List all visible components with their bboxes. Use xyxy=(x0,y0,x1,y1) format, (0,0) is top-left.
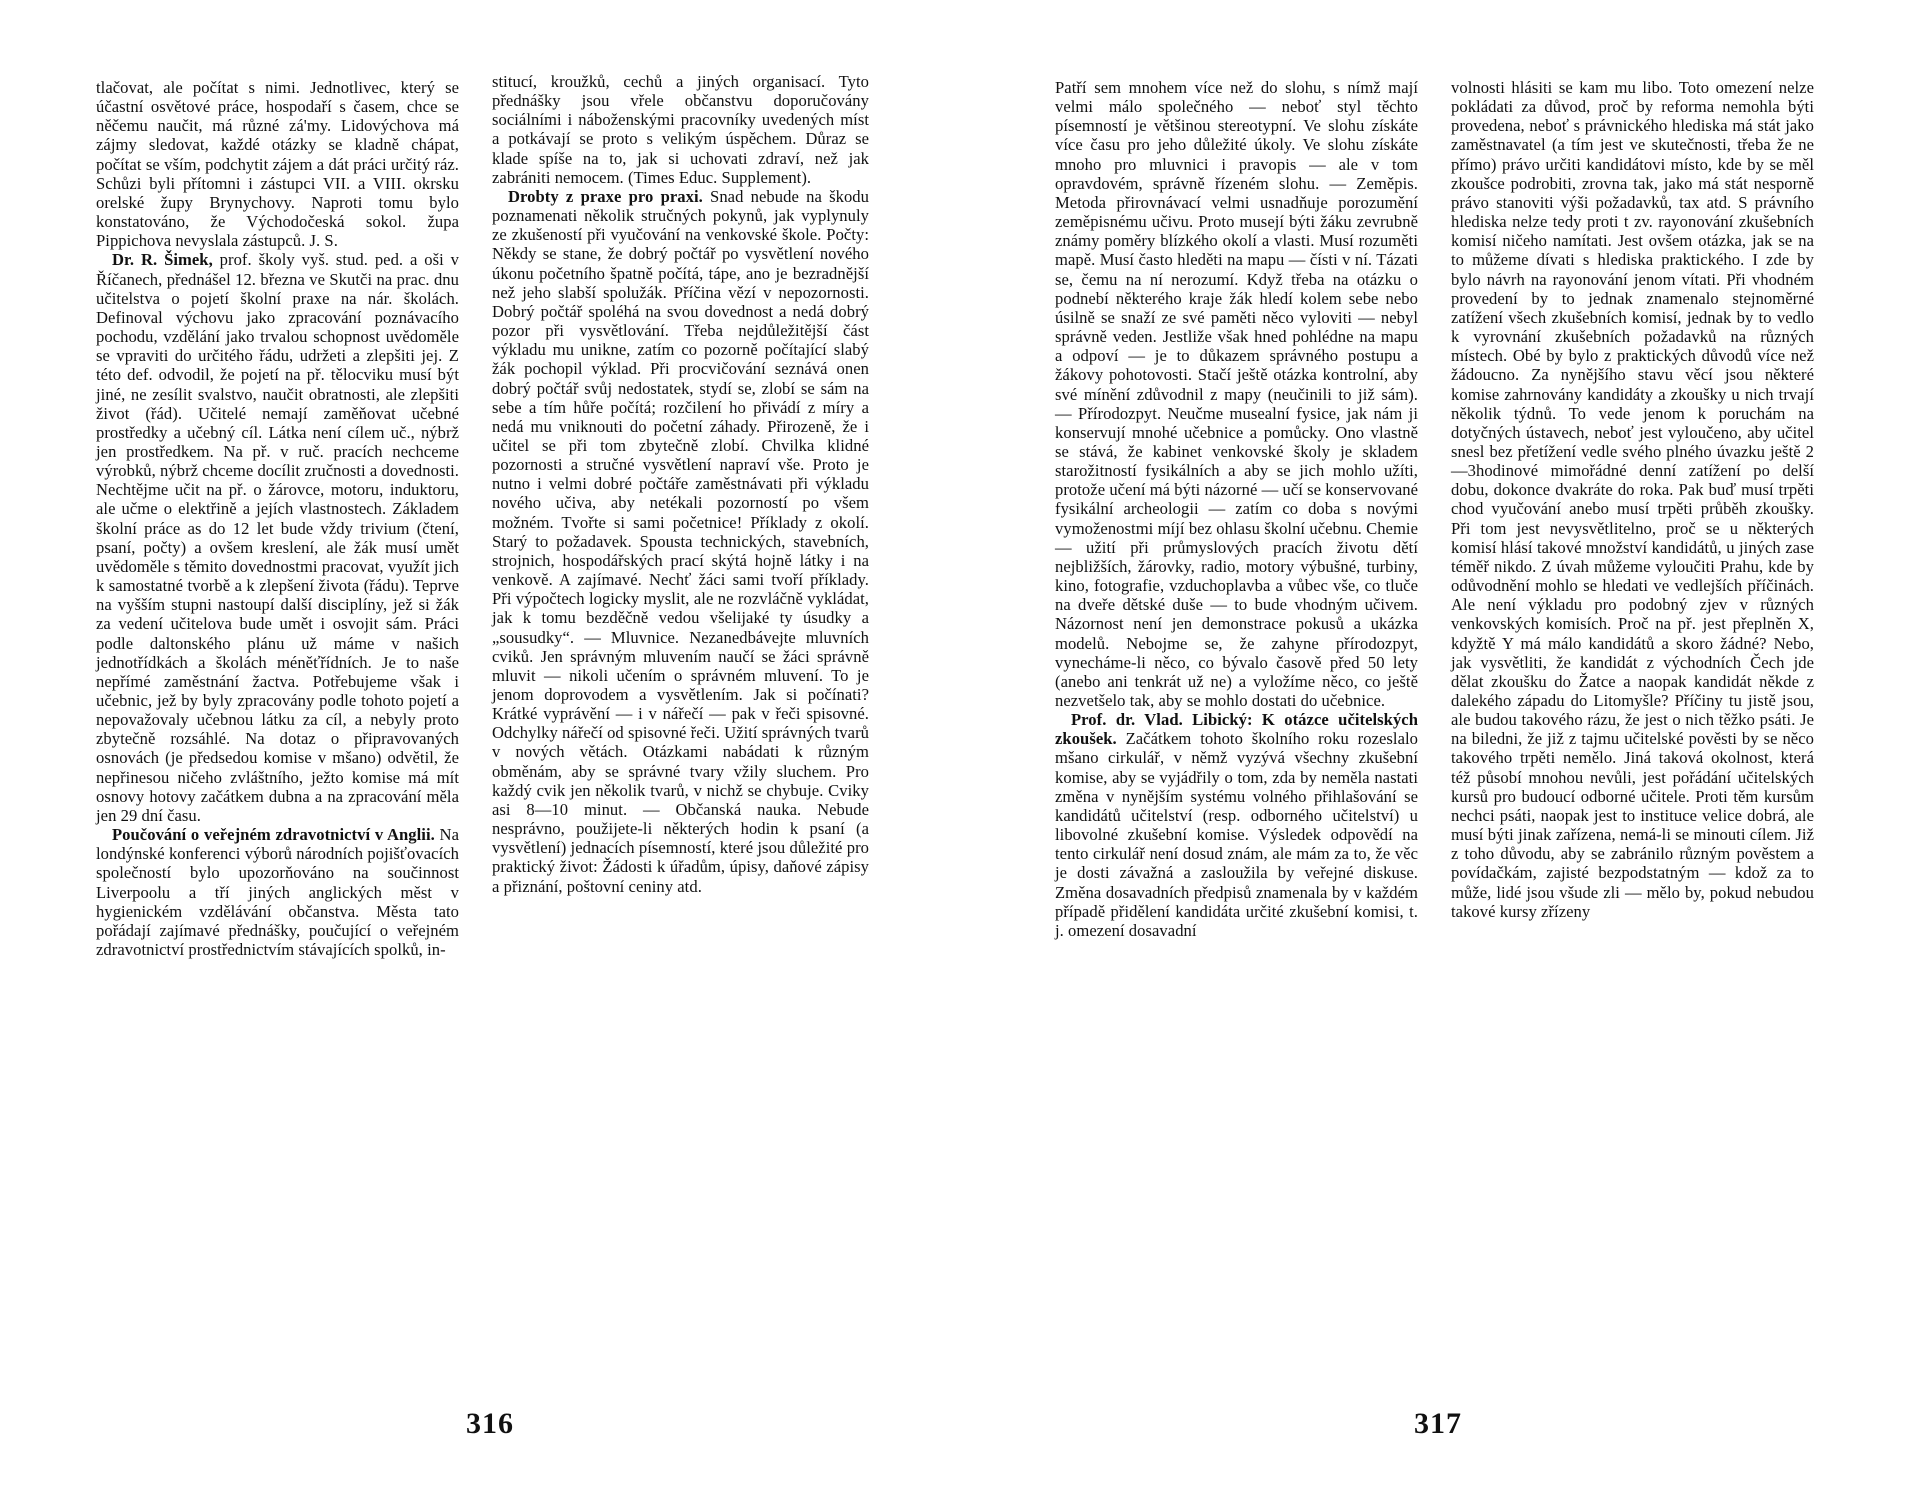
paragraph-text: Snad nebude na škodu poznamenati několik stručných pokynů, jak vyplynuly ze zkušeností při vyučování na venkovské škole. Počty: Někdy se stane, že dobrý počtář po vysvětlení nového úkonu početního špatně počítá, tápe, ano je bezradnější než jeho slabší spolužák. Příčina vězí v nepozornosti. Dobrý počtář spoléhá na svou dovednost a nedá dobrý pozor při vysvětlování. Třeba nejdůležitější část výkladu mu unikne, zatím co pozorně počítající slabý žák pochopil výklad. Při procvičování seznává onen dobrý počtář svůj nedostatek, stydí se, zlobí se sám na sebe a tím hůře počítá; rozčilení ho přivádí z míry a nedá mu vniknouti do početní záhady. Přirozeně, že i učitel se při tom zbytečně zlobí. Chvilka klidné pozornosti a stručné vysvětlení napraví vše. Proto je nutno i velmi dobré počtáře zaměstnávati při výkladu nového učiva, aby netékali pozorností po všem možném. Tvořte si sami početnice! Příklady z okolí. Starý to požadavek. Spousta technických, stavebních, strojnich, hospodářských prací skýtá hojně látky i na venkově. A zajímavé. Nechť žáci sami tvoří příklady. Při výpočtech logicky myslit, ale ne rozvláčně vykládat, jak k tomu bezděčně vedou všelijaké ty úsudky a „sousudky“. — Mluvnice. Nezanedbávejte mluvních cviků. Jen správným mluvením naučí se žáci správně mluvit — nikoli učením o správném mluvení. To je jenom doprovodem a vysvětlením. Jak si počínati? Krátké vyprávění — i v nářečí — pak v řeči spisovné. Odchylky nářečí od spisovné řeči. Užití správných tvarů v nových větách. Otázkami nabádati k různým obměnám, aby se správné tvary vžily sluchem. Pro každý cvik jen několik tvarů, v nichž se chybuje. Cviky asi 8—10 minut. — Občanská nauka. Nebude nesprávno, použijete-li některých hodin k psaní (a vysvětlení) jednacích písemností, které jsou důležité pro praktický život: Žádosti k úřadům, úpisy, daňové zápisy a přiznání, poštovní ceniny atd. xyxy=(492,186,869,896)
paragraph xyxy=(492,187,869,896)
paragraph-text: Na londýnské konferenci výborů národních pojišťovacích společností bylo upozorňováno na součinnost Liverpoolu a tří jiných anglických měst v hygienickém vzdělávání občanstva. Města tato pořádají zajímavé přednášky, poučující o veřejném zdravotnictví prostřednictvím stávajících spolků, in- xyxy=(96,825,459,960)
paragraph-lead: Dr. R. Šimek, xyxy=(112,250,213,270)
paragraph xyxy=(96,78,459,250)
paragraph-text: volnosti hlásiti se kam mu libo. Toto omezení nelze pokládati za důvod, proč by reforma nemohla býti provedena, neboť s právnického hlediska má stát jako zaměstnavatel (a tím jest ve skutečnosti, třeba že ne přímo) právo určiti kandidátovi místo, kde by se měl zkoušce podrobiti, zrovna tak, jako má stát nesporně právo stanoviti výši požadavků, tax atd. S právního hlediska nelze tedy proti t zv. rayonování zkušebních komisí ničeho namítati. Jest ovšem otázka, jak se na to můžeme dívati s hlediska praktického. I zde by bylo návrh na rayonování jenom vítati. Při vhodném provedení by to jednak znamenalo stejnoměrné zatížení všech zkušebních komisí, jednak by to vedlo k vyrovnání zkušebních požadavků na různých místech. Obé by bylo z praktických důvodů více než žádoucno. Za nynějšího stavu věcí jsou některé komise zahrnovány kandidáty a zkoušky u nich trvají několik týdnů. To vede jenom k poruchám na dotyčných ústavech, neboť jest vyloučeno, aby učitel snesl bez přetížení vedle svého plného úvazku ještě 2—3hodinové mimořádné denní zatížení po delší dobu, dokonce dvakráte do roka. Pak buď musí trpěti chod vyučování anebo musí trpěti průběh zkoušky. Při tom jest nevysvětlitelno, proč se u některých komisí hlásí takové množství kandidátů, u jiných zase téměř nikdo. Z úvah můžeme vyloučiti Prahu, kde by odůvodnění mohlo se hledati ve vedlejších příčinách. Ale není výkladu pro podobný zjev v různých venkovských komisích. Proč na př. jest přeplněn X, kdyžtě Y má málo kandidátů a skoro žádné? Nebo, jak vysvětliti, že kandidát z východních Čech jde dělat zkoušku do Žatce a naopak kandidát někde z dalekého západu do Litomyšle? Příčiny tu jistě jsou, ale budou takového rázu, že jest o nich těžko psáti. Je na biledni, že již z tajmu učitelské pověsti by se něco takového trpěti nemělo. Jiná taková okolnost, která též působí mnohou nevůli, jest pořádání učitelských kursů pro budoucí odborné učitele. Proti těm kursům nechci psáti, naopak jest to instituce velice dobrá, ale musí býti jinak zařízena, nemá-li se minouti cílem. Již z toho důvodu, aby se zabránilo různým pověstem a povídačkám, zajisté bezpodstatným — kdož za to může, lidé jsou všude zli — mělo by, pokud nebudou takové kursy zřízeny xyxy=(1451,78,1814,921)
paragraph xyxy=(96,825,459,959)
page-number: 317 xyxy=(1414,1407,1462,1440)
paragraph xyxy=(96,250,459,825)
page-number: 316 xyxy=(466,1407,514,1440)
paragraph xyxy=(1055,78,1418,710)
paragraph xyxy=(1451,78,1814,921)
left-column-2 xyxy=(492,72,869,896)
paragraph-lead: Prof. dr. Vlad. Libický: K otázce učitelských zkoušek. xyxy=(1055,710,1418,749)
paragraph-lead: Poučování o veřejném zdravotnictví v Anglii. xyxy=(112,825,435,845)
paragraph xyxy=(1055,710,1418,940)
paragraph-text: Začátkem tohoto školního roku rozeslalo mšano cirkulář, v němž vyzývá všechny zkušební komise, aby se vyjádřily o tom, zda by neměla nastati změna v nynějším systému volného přihlašování se kandidátů učitelství (resp. odborného učitelství) u libovolné zkušební komise. Výsledek odpovědí na tento cirkulář není dosud znám, ale mám za to, že věc je dosti závažná a zasloužila by veřejné diskuse. Změna dosavadních předpisů znamenala by v každém případě přidělení kandidáta určité zkušební komisi, t. j. omezení dosavadní xyxy=(1055,729,1418,940)
paragraph-text: prof. školy vyš. stud. ped. a oši v Říčanech, přednášel 12. března ve Skutči na prac. dnu učitelstva o pojetí školní praxe na nár. školách. Definoval výchovu jako zpracování poznávacího pochodu, vzdělání jako trvalou schopnost uvědoměle se vpraviti do určitého řádu, udržeti a zlepšiti jej. Z této def. odvodil, že pojetí na př. tělocviku musí být jiné, ne zesílit svalstvo, naučit obratnosti, ale zlepšiti život (řád). Učitelé nemají zaměňovat učebné prostředky a učebný cíl. Látka není cílem uč., nýbrž jen prostředkem. Na př. v ruč. pracích nechceme výrobků, nýbrž chceme docílit zručnosti a dovednosti. Nechtějme učit na př. o žárovce, motoru, induktoru, ale učme o elektřině a jejích vlastnostech. Základem školní práce as do 12 let bude vždy trivium (čtení, psaní, počty) a ovšem kreslení, ale žák musí umět uvědoměle s těmito dovednostmi pracovat, využít jich k samostatné tvorbě a k zlepšení života (řádu). Teprve na vyšším stupni nastoupí další disciplíny, jež si žák za vedení učitelova bude umět i osvojit sám. Práci podle daltonského plánu už máme v našich jednotřídkách a školách méněťřídních. Je to naše nepřímé zaměstnání žactva. Potřebujeme však i učebnic, jež by byly zpracovány podle tohoto pojetí a nepovažovaly učebnou látku za cíl, a nebyly proto zbytečně rozsáhlé. Na dotaz o připravovaných osnovách (je předsedou komise v mšano) odvětil, že nepřinesou ničeho zvláštního, ježto komise má mít osnovy hotovy začátkem dubna a na zpracování měla jen 29 dní času. xyxy=(96,250,460,825)
right-page xyxy=(953,0,1906,1500)
paragraph-text: tlačovat, ale počítat s nimi. Jednotlivec, který se účastní osvětové práce, hospodaří s časem, chce se něčemu naučit, má různé zá'my. Lidovýchova má zájmy sledovat, každé otázky se kladně chápat, počítat se vším, podchytit zájem a dát práci určitý ráz. Schůzi byli přítomni i zástupci VII. a VIII. okrsku orelské župy Brynychovy. Naproti tomu bylo konstatováno, že Východočeská sokol. župa Pippichova nevyslala zástupců. J. S. xyxy=(96,78,459,251)
paragraph-lead: Drobty z praxe pro praxi. xyxy=(508,186,703,206)
paragraph xyxy=(492,72,869,187)
paragraph-text: Patří sem mnohem více než do slohu, s nímž mají velmi málo společného — neboť styl těchto písemností je většinou stereotypní. Ve slohu získáte více času pro jeho důležité úkoly. Ve slohu získáte mnoho pro mluvnici i pravopis — ale v tom opravdovém, správně řízeném slohu. — Zeměpis. Metoda přirovnávací velmi usnadňuje porozumění zeměpisnému učivu. Proto musejí býti žáku zevrubně známy poměry blízkého okolí a vlasti. Musí rozuměti mapě. Musí často hleděti na mapu — čísti v ní. Tázati se, čemu na ní nerozumí. Když třeba na otázku o podnebí některého kraje žák hledí kolem sebe nebo úsilně se snaží ze své paměti něco vyloviti — nebyl správně veden. Jestliže však hned pohlédne na mapu a odpoví — je to důkazem správného postupu a žákovy pohotovosti. Stačí ještě otázka kontrolní, aby své mínění zdůvodnil z mapy (neučinili to již sám). — Přírodozpyt. Neučme musealní fysice, jak nám ji konservují mnohé učebnice a pomůcky. Ono vlastně se stává, že kabinet venkovské školy je skladem starožitností fysikálních a aby se jich mohlo užíti, protože učení má býti názorné — učí se konservované fysikální archeologii — zatím co doba s novými vymoženostmi míjí bez ohlasu školní učebnu. Chemie — užití při průmyslových pracích životu dětí nejbližších, žárovky, radio, motory výbušné, turbiny, kino, fotografie, vzduchoplavba a vůbec vše, co tluče na dveře dětské duše — to bude vhodným učivem. Názornost není jen demonstrace pokusů a ukázka modelů. Nebojme se, že zahyne přírodozpyt, vynecháme-li něco, co bývalo časově před 50 lety (anebo ani tenkrát už ne) a vyložíme něco, co ještě nezvetšelo tak, aby se mohlo dostati do učebnice. xyxy=(1055,78,1418,710)
paragraph-text: stitucí, kroužků, cechů a jiných organisací. Tyto přednášky jsou vřele občanstvu doporučovány sociálními i náboženskými pracovníky uvedených míst a potkávají se proto s velikým úspěchem. Důraz se klade spíše na to, jak si uchovati zdraví, než jak zabrániti nemocem. (Times Educ. Supplement). xyxy=(492,72,869,187)
right-column-2 xyxy=(1451,78,1814,921)
left-column-1 xyxy=(96,78,459,959)
right-column-1 xyxy=(1055,78,1418,940)
